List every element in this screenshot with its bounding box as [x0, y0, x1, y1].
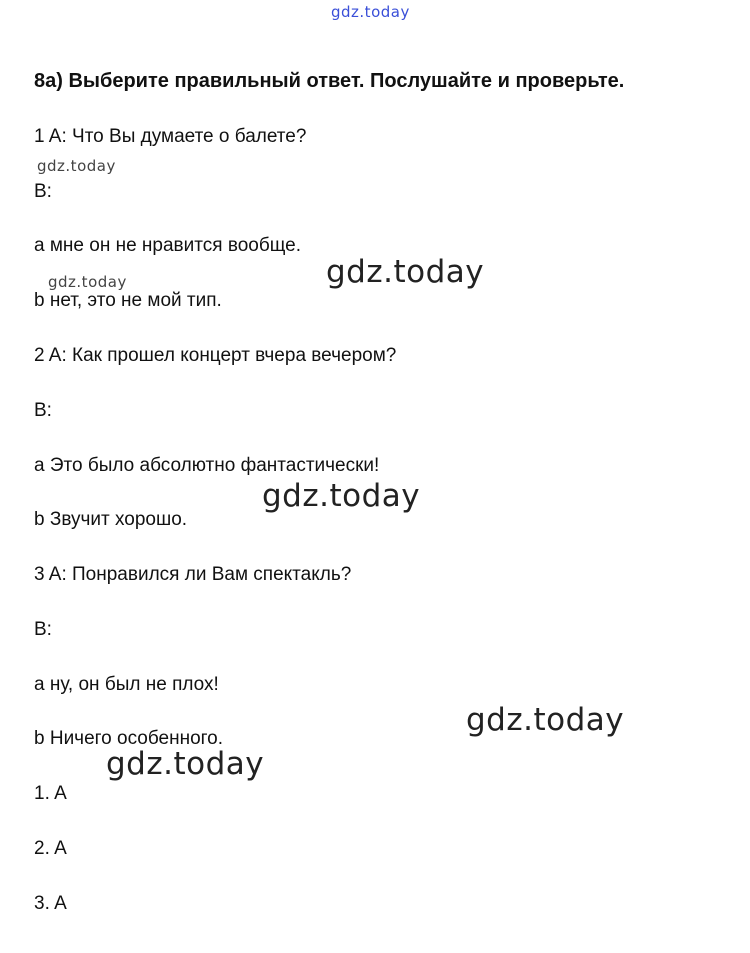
watermark-top[interactable]: gdz.today	[331, 3, 410, 21]
answer-3: 3. A	[34, 893, 67, 914]
dialog-2-question: 2 A: Как прошел концерт вчера вечером?	[34, 345, 397, 366]
watermark-large-2: gdz.today	[262, 478, 421, 514]
answer-2: 2. A	[34, 838, 67, 859]
dialog-1-question: 1 A: Что Вы думаете о балете?	[34, 126, 307, 147]
dialog-1-option-b: b нет, это не мой тип.	[34, 290, 222, 311]
answer-1: 1. A	[34, 783, 67, 804]
dialog-1-option-a: a мне он не нравится вообще.	[34, 235, 301, 256]
dialog-2-option-a: a Это было абсолютно фантастически!	[34, 455, 380, 476]
exercise-title: 8a) Выберите правильный ответ. Послушайте и проверьте.	[34, 70, 625, 92]
dialog-3-option-a: a ну, он был не плох!	[34, 674, 219, 695]
watermark-large-3: gdz.today	[466, 702, 625, 738]
dialog-3-speaker-b: B:	[34, 619, 52, 640]
dialog-3-option-b: b Ничего особенного.	[34, 728, 223, 749]
dialog-2-speaker-b: B:	[34, 400, 52, 421]
dialog-3-question: 3 A: Понравился ли Вам спектакль?	[34, 564, 352, 585]
watermark-small-2: gdz.today	[48, 273, 127, 291]
watermark-large-1: gdz.today	[326, 254, 485, 290]
dialog-2-option-b: b Звучит хорошо.	[34, 509, 188, 530]
watermark-small-1: gdz.today	[37, 157, 116, 175]
dialog-1-speaker-b: B:	[34, 181, 52, 202]
watermark-large-4: gdz.today	[106, 746, 265, 782]
